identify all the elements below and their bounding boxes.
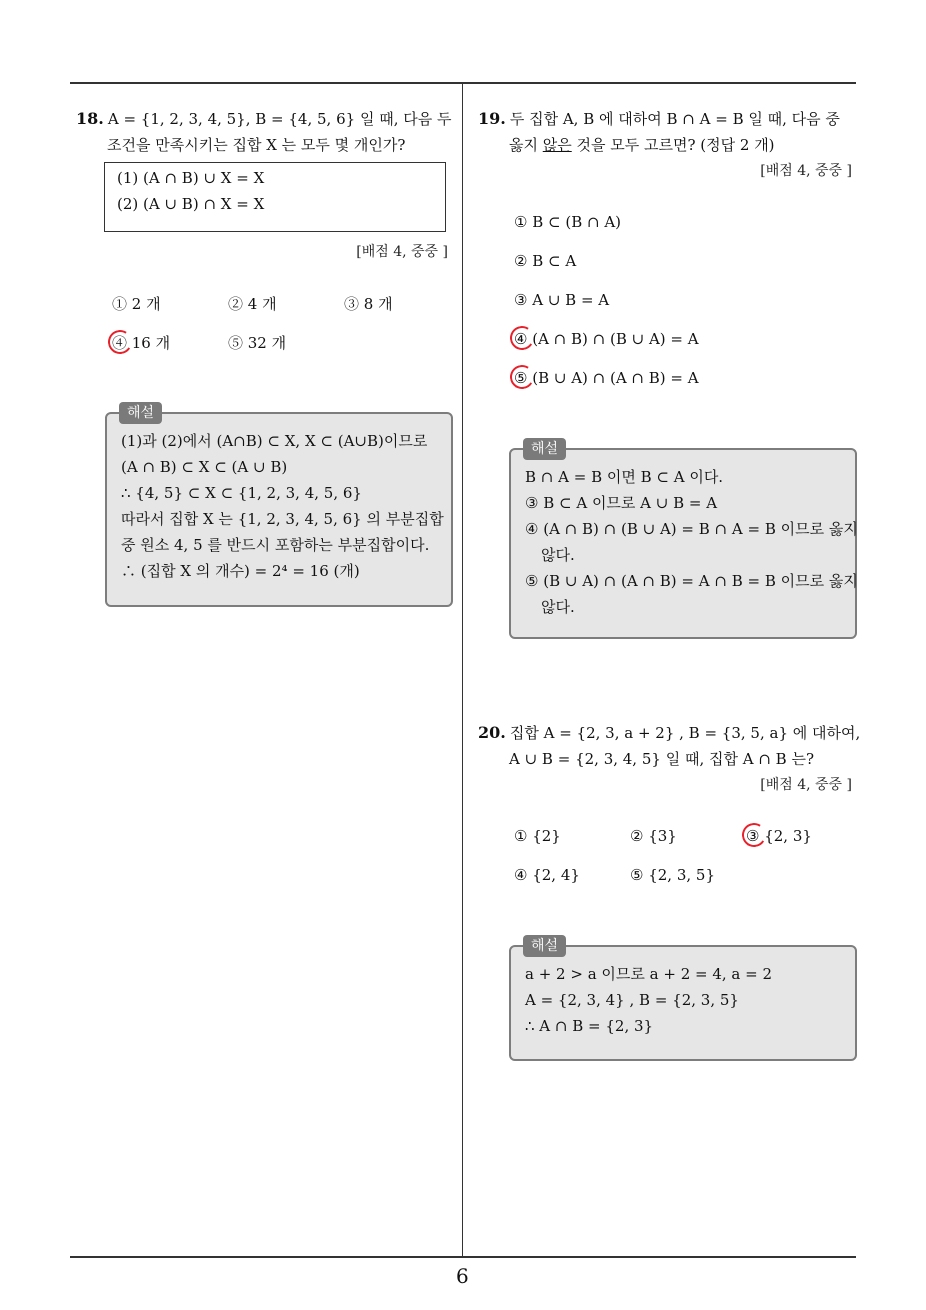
solution-line: 중 원소 4, 5 를 반드시 포함하는 부분집합이다. — [121, 536, 430, 554]
question-19-meta: [배점 4, 중중 ] — [760, 163, 852, 179]
question-19-choice-2[interactable]: ② B ⊂ A — [514, 252, 577, 270]
solution-line: (A ∩ B) ⊂ X ⊂ (A ∪ B) — [121, 458, 288, 476]
solution-line: A = {2, 3, 4} , B = {2, 3, 5} — [525, 991, 739, 1009]
question-20-solution-box — [509, 938, 857, 1061]
question-19-choice-4[interactable] — [514, 327, 699, 351]
solution-line: ⑤ (B ∪ A) ∩ (A ∩ B) = A ∩ B = B 이므로 옳지 — [525, 572, 858, 590]
question-19-line2-post: 것을 모두 고르면? (정답 2 개) — [571, 136, 775, 154]
question-18-choice-4-label: ④ 16 개 — [112, 334, 171, 352]
question-20-meta: [배점 4, 중중 ] — [760, 777, 852, 793]
solution-line: 않다. — [541, 598, 575, 616]
question-20-choice-3-label: ③ {2, 3} — [746, 827, 812, 845]
solution-line: ∴ (집합 X 의 개수) = 2⁴ = 16 (개) — [121, 562, 360, 580]
solution-tag: 해설 — [523, 935, 566, 957]
solution-tag: 해설 — [523, 438, 566, 460]
question-19-stem — [478, 106, 862, 158]
question-18-stem — [76, 106, 456, 158]
question-18-meta: [배점 4, 중중 ] — [356, 244, 448, 260]
bottom-rule — [70, 1256, 856, 1258]
question-18-condition-2: (2) (A ∪ B) ∩ X = X — [117, 195, 265, 213]
question-20-stem — [478, 720, 862, 772]
solution-line: B ∩ A = B 이면 B ⊂ A 이다. — [525, 468, 724, 486]
question-20-line2: A ∪ B = {2, 3, 4, 5} 일 때, 집합 A ∩ B 는? — [509, 750, 814, 768]
question-18-choice-4[interactable] — [112, 331, 170, 355]
solution-tag: 해설 — [119, 402, 162, 424]
question-19-line2 — [478, 132, 862, 158]
question-19-number: 19. — [478, 109, 506, 128]
question-19-line2-pre: 옳지 — [509, 136, 543, 154]
page-number: 6 — [456, 1264, 469, 1288]
question-20-choice-5[interactable]: ⑤ {2, 3, 5} — [630, 866, 716, 884]
question-19-solution-box — [509, 441, 858, 639]
question-18-line1: A = {1, 2, 3, 4, 5}, B = {4, 5, 6} 일 때, 다음 두 — [107, 110, 452, 128]
solution-line: ∴ A ∩ B = {2, 3} — [525, 1017, 654, 1035]
question-18-number: 18. — [76, 109, 104, 128]
solution-line: (1)과 (2)에서 (A∩B) ⊂ X, X ⊂ (A∪B)이므로 — [121, 432, 428, 450]
question-19-choice-3[interactable]: ③ A ∪ B = A — [514, 291, 610, 309]
question-20-number: 20. — [478, 723, 506, 742]
question-19-choice-1[interactable]: ① B ⊂ (B ∩ A) — [514, 213, 622, 231]
solution-line: ∴ {4, 5} ⊂ X ⊂ {1, 2, 3, 4, 5, 6} — [121, 484, 362, 502]
solution-line: ③ B ⊂ A 이므로 A ∪ B = A — [525, 494, 718, 512]
solution-line: a + 2 > a 이므로 a + 2 = 4, a = 2 — [525, 965, 773, 983]
question-18-choice-1[interactable]: ① 2 개 — [112, 295, 161, 313]
question-20-choice-4[interactable]: ④ {2, 4} — [514, 866, 580, 884]
question-18-condition-1: (1) (A ∩ B) ∪ X = X — [117, 169, 265, 187]
question-18-choice-2[interactable]: ② 4 개 — [228, 295, 277, 313]
column-divider — [462, 82, 463, 1258]
question-19-choice-5-label: ⑤ (B ∪ A) ∩ (A ∩ B) = A — [514, 369, 699, 387]
question-19-line1: 두 집합 A, B 에 대하여 B ∩ A = B 일 때, 다음 중 — [509, 110, 840, 128]
solution-line: 않다. — [541, 546, 575, 564]
question-18-solution-box — [105, 405, 453, 607]
question-18-condition-box — [104, 162, 446, 232]
solution-line: ④ (A ∩ B) ∩ (B ∪ A) = B ∩ A = B 이므로 옳지 — [525, 520, 858, 538]
solution-line: 따라서 집합 X 는 {1, 2, 3, 4, 5, 6} 의 부분집합 — [121, 510, 444, 528]
question-19-choice-5[interactable] — [514, 366, 699, 390]
top-rule — [70, 82, 856, 84]
question-20-choice-2[interactable]: ② {3} — [630, 827, 677, 845]
question-19-emphasis: 않은 — [542, 136, 572, 154]
question-20-line1: 집합 A = {2, 3, a + 2} , B = {3, 5, a} 에 대하여, — [509, 724, 861, 742]
question-18-choice-3[interactable]: ③ 8 개 — [344, 295, 393, 313]
question-18-line2: 조건을 만족시키는 집합 X 는 모두 몇 개인가? — [107, 136, 406, 154]
question-18-choice-5[interactable]: ⑤ 32 개 — [228, 334, 287, 352]
question-20-choice-1[interactable]: ① {2} — [514, 827, 561, 845]
question-20-choice-3[interactable] — [746, 824, 812, 848]
question-19-choice-4-label: ④ (A ∩ B) ∩ (B ∪ A) = A — [514, 330, 699, 348]
